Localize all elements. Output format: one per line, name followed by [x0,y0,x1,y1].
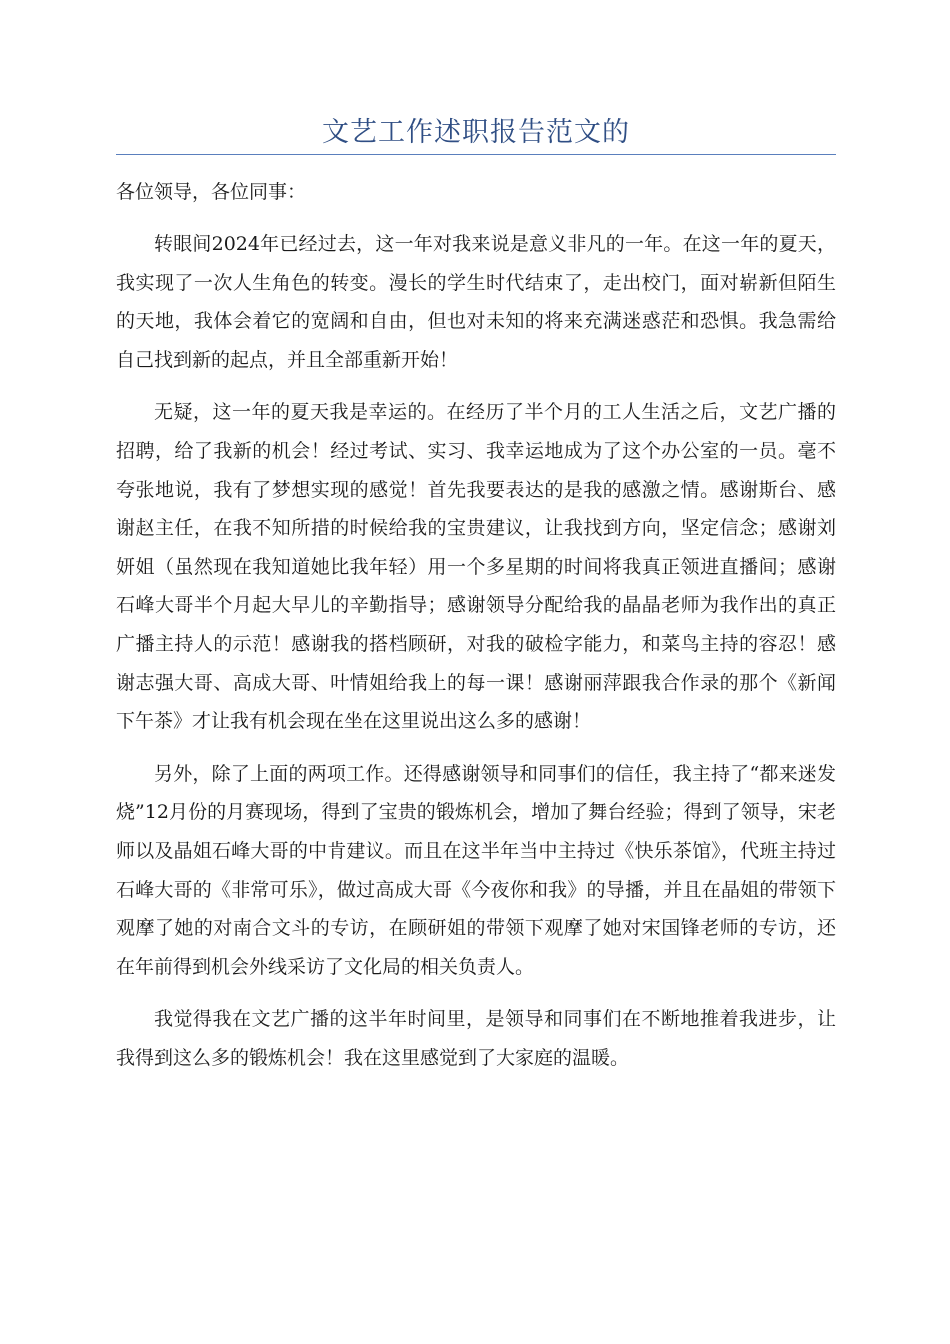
document-page [116,108,836,1091]
paragraph-3: 另外，除了上面的两项工作。还得感谢领导和同事们的信任，我主持了“都来迷发烧”12月份的月赛现场，得到了宝贵的锻炼机会，增加了舞台经验；得到了领导，宋老师以及晶姐石峰大哥的中肯建议。而且在这半年当中主持过《快乐茶馆》，代班主持过石峰大哥的《非常可乐》，做过高成大哥《今夜你和我》的导播，并且在晶姐的带领下观摩了她的对南合文斗的专访，在顾研姐的带领下观摩了她对宋国锋老师的专访，还在年前得到机会外线采访了文化局的相关负责人。 [116,762,836,978]
paragraph-4: 我觉得我在文艺广播的这半年时间里，是领导和同事们在不断地推着我进步，让我得到这么多的锻炼机会！我在这里感觉到了大家庭的温暖。 [116,1008,836,1069]
paragraph-2: 无疑，这一年的夏天我是幸运的。在经历了半个月的工人生活之后，文艺广播的招聘，给了我新的机会！经过考试、实习、我幸运地成为了这个办公室的一员。毫不夸张地说，我有了梦想实现的感觉！首先我要表达的是我的感激之情。感谢斯台、感谢赵主任，在我不知所措的时候给我的宝贵建议，让我找到方向，坚定信念；感谢刘妍姐（虽然现在我知道她比我年轻）用一个多星期的时间将我真正领进直播间；感谢石峰大哥半个月起大早儿的辛勤指导；感谢领导分配给我的晶晶老师为我作出的真正广播主持人的示范！感谢我的搭档顾研，对我的破检字能力，和菜鸟主持的容忍！感谢志强大哥、高成大哥、叶情姐给我上的每一课！感谢丽萍跟我合作录的那个《新闻下午茶》才让我有机会现在坐在这里说出这么多的感谢！ [116,401,836,733]
salutation: 各位领导，各位同事： [116,181,307,203]
document-title: 文艺工作述职报告范文的 [322,117,630,148]
paragraph-1: 转眼间2024年已经过去，这一年对我来说是意义非凡的一年。在这一年的夏天，我实现了一次人生角色的转变。漫长的学生时代结束了，走出校门，面对崭新但陌生的天地，我体会着它的宽阔和自由，但也对未知的将来充满迷惑茫和恐惧。我急需给自己找到新的起点，并且全部重新开始！ [116,233,836,371]
title-underline [116,154,836,155]
